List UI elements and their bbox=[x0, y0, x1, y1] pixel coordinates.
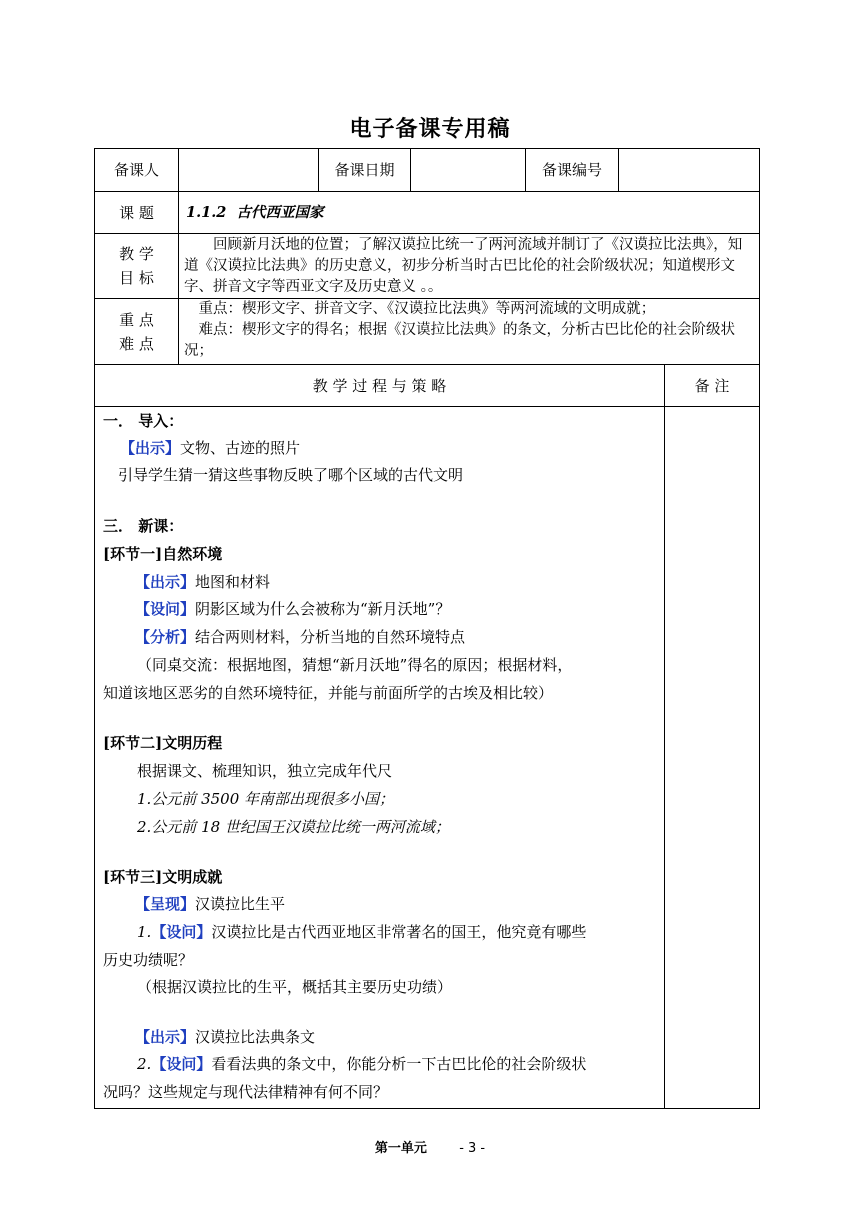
link-2-heading: [环节二]文明历程 bbox=[103, 734, 223, 752]
objectives-text: 回顾新月沃地的位置；了解汉谟拉比统一了两河流域并制订了《汉谟拉比法典》，知道《汉谟拉比法典》的历史意义，初步分析当时古巴比伦的社会阶级状况；知道楔形文字、拼音文字等西亚文字及历史意义 。。 bbox=[184, 237, 743, 295]
link-3-present-line bbox=[135, 893, 285, 914]
tag-question: 【设问】 bbox=[135, 600, 196, 618]
link-3-question-2 bbox=[137, 1053, 586, 1074]
topic-label: 课 题 bbox=[119, 203, 154, 222]
tag-show: 【出示】 bbox=[135, 1028, 196, 1046]
tag-analysis: 【分析】 bbox=[135, 628, 196, 646]
key-points-label-1: 重 点 bbox=[119, 310, 154, 329]
question-2-text-a: 看看法典的条文中，你能分析一下古巴比伦的社会阶级状 bbox=[211, 1055, 587, 1073]
question-2-text-b: 况吗？这些规定与现代法律精神有何不同？ bbox=[103, 1083, 389, 1101]
number-label: 备课编号 bbox=[541, 161, 602, 179]
key-points-label bbox=[95, 299, 178, 364]
teacher-value bbox=[179, 149, 318, 191]
footer-unit: 第一单元 bbox=[374, 1141, 427, 1156]
question-1-text-a: 汉谟拉比是古代西亚地区非常著名的国王，他究竟有哪些 bbox=[211, 923, 587, 941]
link-3-present-text: 汉谟拉比生平 bbox=[195, 895, 286, 913]
link-1-analysis-text: 结合两则材料，分析当地的自然环境特点 bbox=[195, 628, 466, 646]
page-footer bbox=[0, 1137, 860, 1156]
tag-show: 【出示】 bbox=[135, 573, 196, 591]
tag-show: 【出示】 bbox=[120, 439, 181, 457]
page-title: 电子备课专用稿 bbox=[349, 117, 511, 142]
key-point-line-2: 难点：楔形文字的得名；根据《汉谟拉比法典》的条文，分析古巴比伦的社会阶级状况； bbox=[184, 322, 735, 359]
link-1-note-a: （同桌交流：根据地图，猜想“新月沃地”得名的原因；根据材料， bbox=[137, 656, 573, 674]
objectives-label-2: 目 标 bbox=[119, 269, 154, 287]
footer-page-number: - 3 - bbox=[459, 1141, 486, 1156]
topic-value: 1.1.2 古代西亚国家 bbox=[186, 204, 324, 221]
tag-question: 【设问】 bbox=[151, 1055, 212, 1073]
key-point-line-1: 重点：楔形文字、拼音文字、《汉谟拉比法典》等两河流域的文明成就； bbox=[198, 301, 656, 317]
link-2-item-1: 1.公元前 3500 年南部出现很多小国； bbox=[137, 790, 395, 808]
link-2-item-2: 2.公元前 18 世纪国王汉谟拉比统一两河流域； bbox=[137, 818, 450, 836]
question-1-number: 1. bbox=[137, 923, 152, 941]
intro-show-text: 文物、古迹的照片 bbox=[180, 439, 301, 457]
link-1-question-line bbox=[135, 598, 450, 619]
number-value bbox=[619, 149, 759, 191]
link-1-show-line bbox=[135, 571, 270, 592]
date-label: 备课日期 bbox=[334, 161, 395, 179]
link-3-show-text: 汉谟拉比法典条文 bbox=[195, 1028, 316, 1046]
link-3-show-line bbox=[135, 1026, 315, 1047]
question-1-note: （根据汉谟拉比的生平，概括其主要历史功绩） bbox=[137, 978, 453, 996]
intro-guide-text: 引导学生猜一猜这些事物反映了哪个区域的古代文明 bbox=[118, 466, 464, 484]
section-intro-heading: 一． 导入： bbox=[103, 412, 184, 430]
notes-header: 备 注 bbox=[694, 376, 730, 395]
tag-question: 【设问】 bbox=[151, 923, 212, 941]
question-1-text-b: 历史功绩呢？ bbox=[103, 951, 194, 969]
link-1-show-text: 地图和材料 bbox=[195, 573, 271, 591]
date-value bbox=[411, 149, 525, 191]
teacher-label: 备课人 bbox=[113, 161, 159, 179]
link-2-text: 根据课文、梳理知识，独立完成年代尺 bbox=[137, 762, 393, 780]
link-1-heading: [环节一]自然环境 bbox=[103, 545, 223, 563]
link-1-note-b: 知道该地区恶劣的自然环境特征，并能与前面所学的古埃及相比较） bbox=[103, 684, 554, 702]
process-header: 教 学 过 程 与 策 略 bbox=[312, 376, 447, 395]
key-points-label-2: 难 点 bbox=[119, 334, 154, 353]
objectives-label-1: 教 学 bbox=[119, 245, 154, 263]
objectives-label bbox=[95, 234, 178, 298]
tag-present: 【呈现】 bbox=[135, 895, 196, 913]
section-new-lesson-heading: 三． 新课： bbox=[103, 517, 184, 535]
link-1-question-text: 阴影区域为什么会被称为“新月沃地”？ bbox=[195, 600, 451, 618]
intro-show-line bbox=[120, 437, 300, 458]
question-2-number: 2. bbox=[137, 1055, 152, 1073]
link-3-heading: [环节三]文明成就 bbox=[103, 868, 223, 886]
link-3-question-1 bbox=[137, 921, 586, 942]
link-1-analysis-line bbox=[135, 626, 465, 647]
